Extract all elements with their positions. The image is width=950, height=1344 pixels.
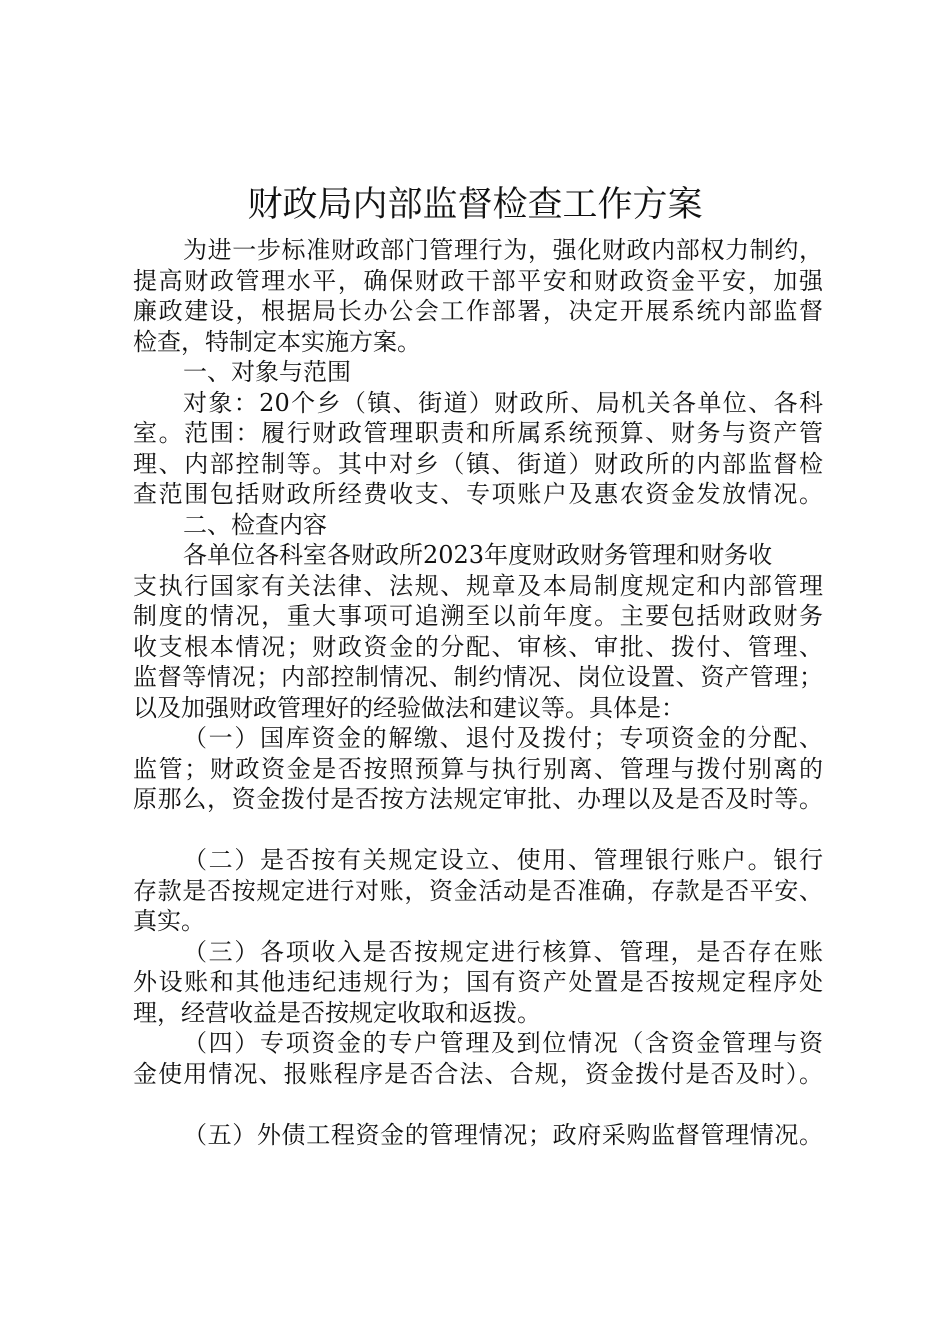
text-line: 室。范围：履行财政管理职责和所属系统预算、财务与资产管 [133, 419, 823, 447]
paragraph-item-1 [133, 723, 823, 815]
text-line: 金使用情况、报账程序是否合法、合规，资金拨付是否及时）。 [133, 1059, 823, 1088]
text-line: 支执行国家有关法律、法规、规章及本局制度规定和内部管理 [133, 571, 823, 600]
section-heading-scope [133, 357, 823, 388]
paragraph-intro [133, 235, 823, 357]
text-line: （一）国库资金的解缴、退付及拨付；专项资金的分配、 [183, 724, 823, 752]
text-line: （二）是否按有关规定设立、使用、管理银行账户。银行 [183, 846, 823, 874]
text-line: 理，经营收益是否按规定收取和返拨。 [133, 998, 541, 1027]
text-line: 查范围包括财政所经费收支、专项账户及惠农资金发放情况。 [133, 480, 823, 508]
text-line: 为进一步标准财政部门管理行为，强化财政内部权力制约， [183, 236, 823, 264]
text-line: 监督等情况；内部控制情况、制约情况、岗位设置、资产管理； [133, 663, 823, 691]
section-heading-content [133, 510, 823, 541]
paragraph-content-overview [133, 540, 823, 723]
text-line: （三）各项收入是否按规定进行核算、管理，是否存在账 [183, 937, 823, 966]
text-line: 检查，特制定本实施方案。 [133, 327, 421, 356]
heading-text: 一、对象与范围 [183, 358, 351, 386]
text-line: 存款是否按规定进行对账，资金活动是否准确，存款是否平安、 [133, 876, 823, 905]
text-line: 外设账和其他违纪违规行为；国有资产处置是否按规定程序处 [133, 968, 823, 996]
paragraph-item-5 [133, 1120, 823, 1151]
text-line: 各单位各科室各财政所2023年度财政财务管理和财务收 [183, 541, 773, 569]
text-line: 对象：20个乡（镇、街道）财政所、局机关各单位、各科 [183, 388, 823, 417]
text-line: 提高财政管理水平，确保财政干部平安和财政资金平安，加强 [133, 266, 823, 295]
text-line: 监管；财政资金是否按照预算与执行别离、管理与拨付别离的 [133, 754, 823, 783]
text-line: 原那么，资金拨付是否按方法规定审批、办理以及是否及时等。 [133, 785, 823, 813]
text-line: 制度的情况，重大事项可追溯至以前年度。主要包括财政财务 [133, 602, 823, 630]
heading-text: 二、检查内容 [183, 510, 327, 539]
paragraph-item-3 [133, 937, 823, 1029]
document-body [133, 235, 823, 1150]
text-line: 理、内部控制等。其中对乡（镇、街道）财政所的内部监督检 [133, 449, 823, 478]
text-line: （五）外债工程资金的管理情况；政府采购监督管理情况。 [183, 1120, 823, 1149]
paragraph-item-2 [133, 845, 823, 937]
text-line: 收支根本情况；财政资金的分配、审核、审批、拨付、管理、 [133, 632, 823, 661]
text-line: 真实。 [133, 907, 205, 935]
text-line: 以及加强财政管理好的经验做法和建议等。具体是： [133, 693, 685, 722]
text-line: （四）专项资金的专户管理及到位情况（含资金管理与资 [183, 1029, 823, 1057]
document-title: 财政局内部监督检查工作方案 [247, 185, 703, 225]
paragraph-scope [133, 388, 823, 510]
paragraph-item-4 [133, 1028, 823, 1089]
text-line: 廉政建设，根据局长办公会工作部署，决定开展系统内部监督 [133, 297, 823, 325]
